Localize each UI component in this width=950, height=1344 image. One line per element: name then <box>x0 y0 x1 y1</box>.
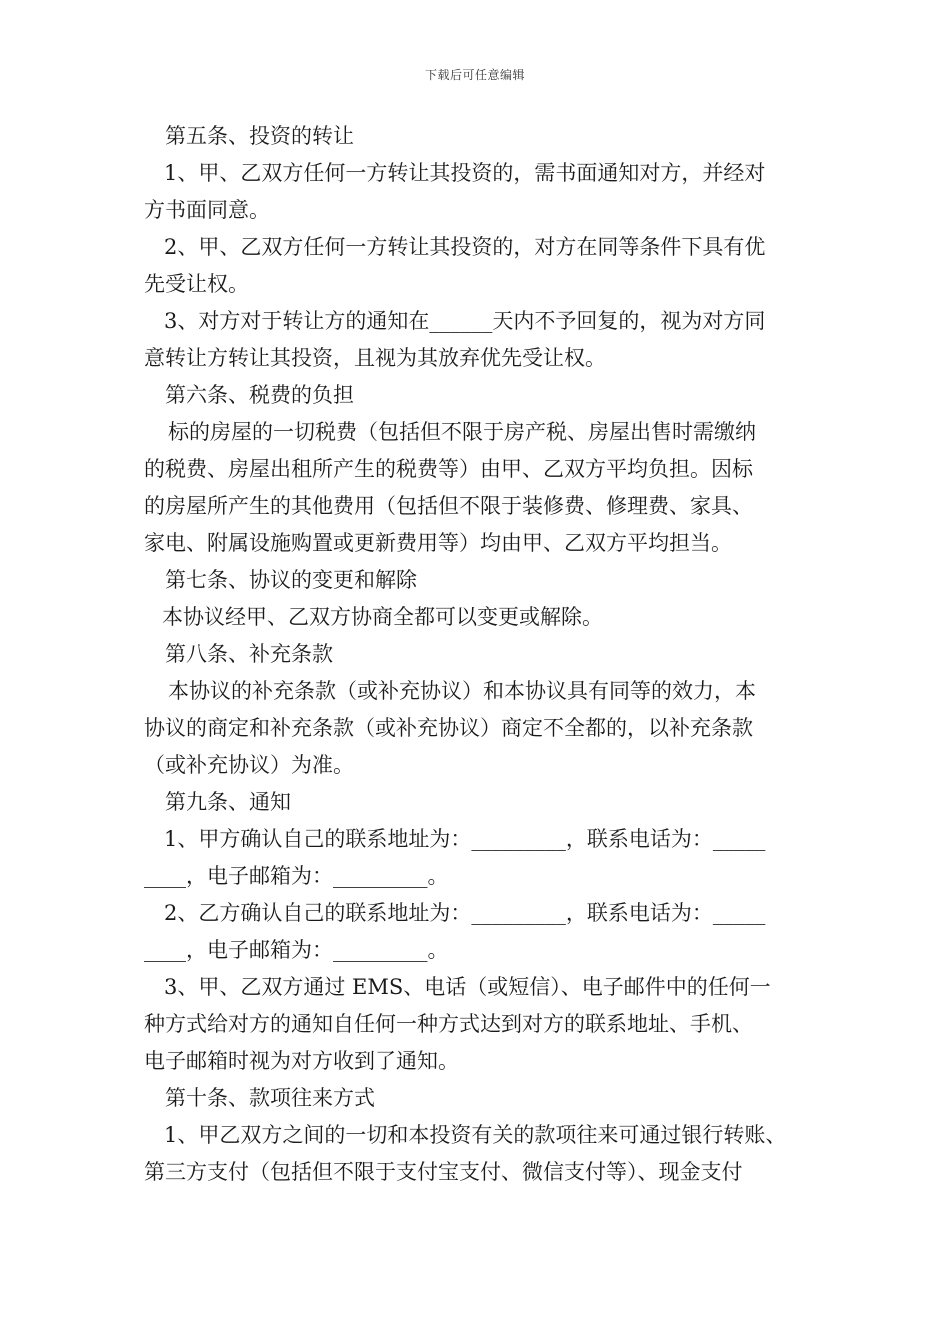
paragraph-line: 的房屋所产生的其他费用（包括但不限于装修费、修理费、家具、 <box>144 494 753 518</box>
paragraph-line: 1、甲、乙双方任何一方转让其投资的，需书面通知对方，并经对 <box>164 161 766 185</box>
paragraph-line: 意转让方转让其投资，且视为其放弃优先受让权。 <box>144 346 606 370</box>
article-10-heading: 第十条、款项往来方式 <box>165 1086 375 1110</box>
paragraph-line: 1、甲方确认自己的联系地址为：_________，联系电话为：_____ <box>164 827 766 851</box>
paragraph-line: 标的房屋的一切税费（包括但不限于房产税、房屋出售时需缴纳 <box>168 420 756 444</box>
paragraph-line: 电子邮箱时视为对方收到了通知。 <box>144 1049 459 1073</box>
paragraph-line: 第三方支付（包括但不限于支付宝支付、微信支付等）、现金支付 <box>144 1160 743 1184</box>
article-6-heading: 第六条、税费的负担 <box>165 383 354 407</box>
paragraph-line: （或补充协议）为准。 <box>144 753 354 777</box>
paragraph-line: 种方式给对方的通知自任何一种方式达到对方的联系地址、手机、 <box>144 1012 753 1036</box>
document-body <box>144 118 814 1191</box>
page-header: 下载后可任意编辑 <box>424 68 525 82</box>
paragraph-line: 协议的商定和补充条款（或补充协议）商定不全都的，以补充条款 <box>144 716 753 740</box>
paragraph-line: 3、甲、乙双方通过 EMS、电话（或短信）、电子邮件中的任何一 <box>164 975 771 999</box>
paragraph-line: 先受让权。 <box>144 272 249 296</box>
article-5-heading: 第五条、投资的转让 <box>165 124 354 148</box>
paragraph-line: 方书面同意。 <box>144 198 270 222</box>
article-9-heading: 第九条、通知 <box>165 790 291 814</box>
article-7-heading: 第七条、协议的变更和解除 <box>165 568 417 592</box>
paragraph-line: ____，电子邮箱为：_________。 <box>144 938 449 962</box>
paragraph-line: 2、乙方确认自己的联系地址为：_________，联系电话为：_____ <box>164 901 766 925</box>
paragraph-line: 3、对方对于转让方的通知在______天内不予回复的，视为对方同 <box>164 309 766 333</box>
paragraph-line: 1、甲乙双方之间的一切和本投资有关的款项往来可通过银行转账、 <box>164 1123 787 1147</box>
paragraph-line: 的税费、房屋出租所产生的税费等）由甲、乙双方平均负担。因标 <box>144 457 753 481</box>
paragraph-line: 家电、附属设施购置或更新费用等）均由甲、乙双方平均担当。 <box>144 531 732 555</box>
article-8-heading: 第八条、补充条款 <box>165 642 333 666</box>
paragraph-line: 本协议的补充条款（或补充协议）和本协议具有同等的效力，本 <box>168 679 756 703</box>
paragraph-line: ____，电子邮箱为：_________。 <box>144 864 449 888</box>
paragraph-line: 2、甲、乙双方任何一方转让其投资的，对方在同等条件下具有优 <box>164 235 766 259</box>
paragraph-line: 本协议经甲、乙双方协商全都可以变更或解除。 <box>162 605 603 629</box>
